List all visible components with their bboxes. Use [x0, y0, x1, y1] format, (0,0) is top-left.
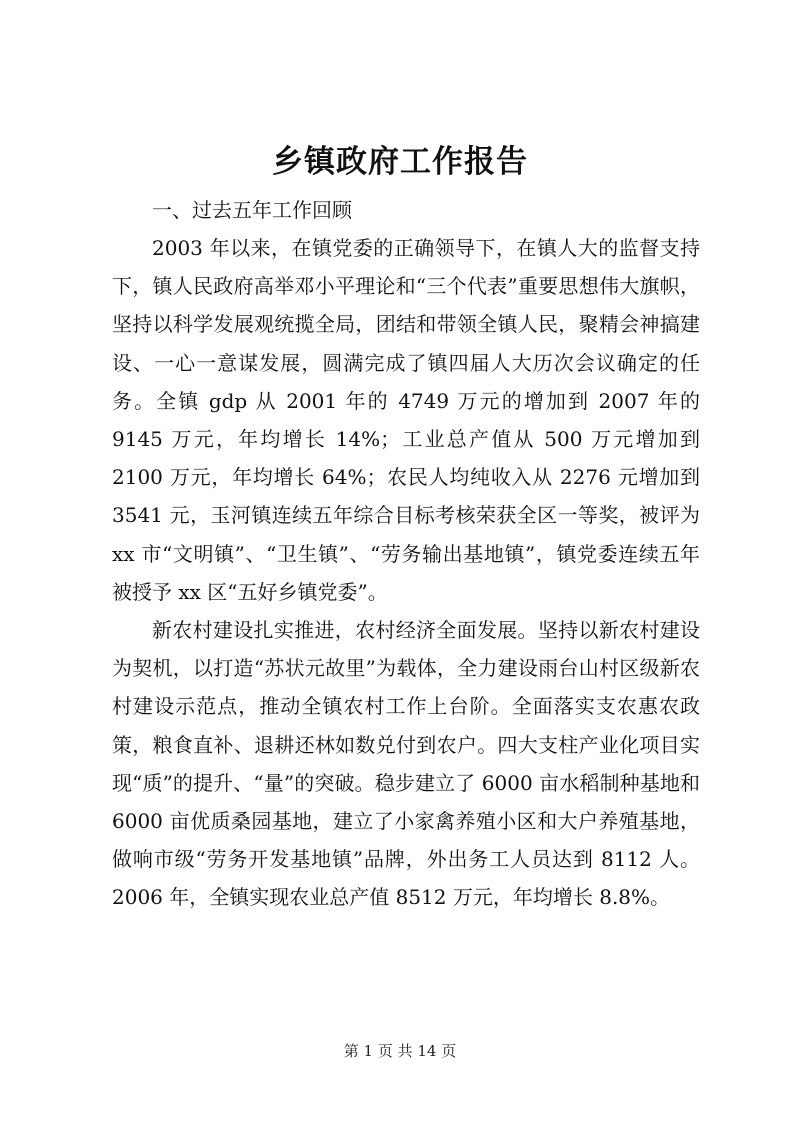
document-body [112, 191, 700, 917]
document-title: 乡镇政府工作报告 [272, 144, 528, 180]
section-heading: 一、过去五年工作回顾 [152, 198, 352, 222]
paragraph-2: 新农村建设扎实推进，农村经济全面发展。坚持以新农村建设为契机，以打造“苏状元故里”为载体，全力建设雨台山村区级新农村建设示范点，推动全镇农村工作上台阶。全面落实支农惠农政策，粮食直补、退耕还林如数兑付到农户。四大支柱产业化项目实现“质”的提升、“量”的突破。稳步建立了 6000 亩水稻制种基地和 6000 亩优质桑园基地，建立了小家禽养殖小区和大户养殖基地，做响市级“劳务开发基地镇”品牌，外出务工人员达到 8112 人。2006 年，全镇实现农业总产值 8512 万元，年均增长 8.8%。 [112, 618, 700, 910]
paragraph-1: 2003 年以来，在镇党委的正确领导下，在镇人大的监督支持下，镇人民政府高举邓小平理论和“三个代表”重要思想伟大旗帜，坚持以科学发展观统揽全局，团结和带领全镇人民，聚精会神搞建设、一心一意谋发展，圆满完成了镇四届人大历次会议确定的任务。全镇 gdp 从 2001 年的 4749 万元的增加到 2007 年的 9145 万元，年均增长 14%；工业总产值从 500 万元增加到 2100 万元，年均增长 64%；农民人均纯收入从 2276 元增加到 3541 元，玉河镇连续五年综合目标考核荣获全区一等奖，被评为 xx 市“文明镇”、“卫生镇”、“劳务输出基地镇”，镇党委连续五年被授予 xx 区“五好乡镇党委”。 [112, 236, 700, 604]
page-footer: 第 1 页 共 14 页 [343, 1042, 457, 1060]
